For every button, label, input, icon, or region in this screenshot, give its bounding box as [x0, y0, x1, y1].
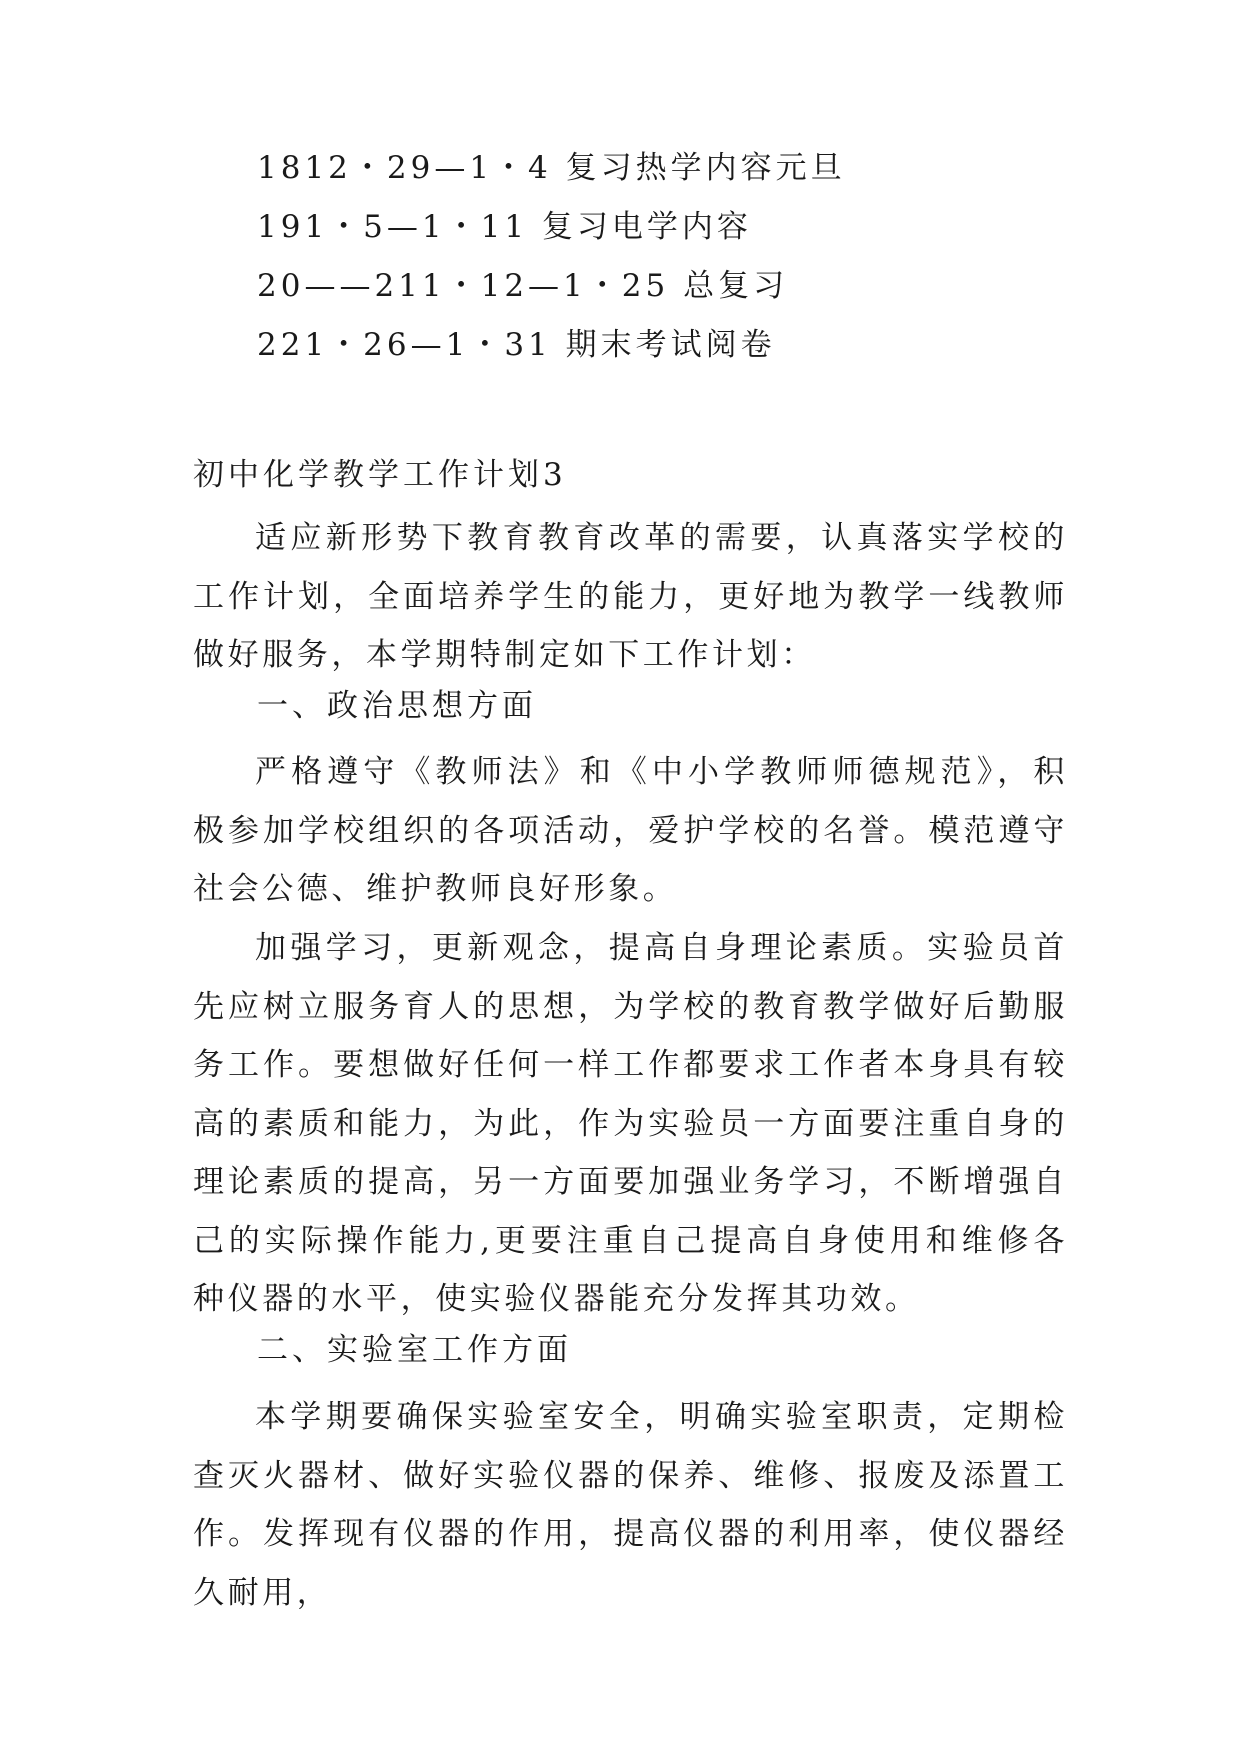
schedule-line-1: 1812・29—1・4 复习热学内容元旦: [257, 150, 846, 186]
paragraph-study: 加强学习，更新观念，提高自身理论素质。实验员首先应树立服务育人的思想，为学校的教育教学做好后勤服务工作。要想做好任何一样工作都要求工作者本身具有较高的素质和能力，为此，作为实验员一方面要注重自身的理论素质的提高，另一方面要加强业务学习，不断增强自己的实际操作能力,更要注重自己提高自身使用和维修各种仪器的水平，使实验仪器能充分发挥其功效。: [193, 930, 1068, 1317]
paragraph-politics: 严格遵守《教师法》和《中小学教师师德规范》，积极参加学校组织的各项活动，爱护学校的名誉。模范遵守社会公德、维护教师良好形象。: [193, 754, 1068, 907]
schedule-line-3: 20——211・12—1・25 总复习: [257, 268, 789, 304]
schedule-line-2: 191・5—1・11 复习电学内容: [257, 209, 752, 245]
heading-lab: 二、实验室工作方面: [257, 1332, 572, 1368]
schedule-line-4: 221・26—1・31 期末考试阅卷: [257, 327, 776, 363]
paragraph-lab: 本学期要确保实验室安全，明确实验室职责，定期检查灭火器材、做好实验仪器的保养、维修、报废及添置工作。发挥现有仪器的作用，提高仪器的利用率，使仪器经久耐用，: [193, 1399, 1068, 1611]
heading-politics: 一、政治思想方面: [257, 688, 537, 724]
section-title: 初中化学教学工作计划3: [193, 457, 567, 493]
paragraph-intro: 适应新形势下教育教育改革的需要，认真落实学校的工作计划，全面培养学生的能力，更好地为教学一线教师做好服务，本学期特制定如下工作计划：: [193, 520, 1068, 673]
